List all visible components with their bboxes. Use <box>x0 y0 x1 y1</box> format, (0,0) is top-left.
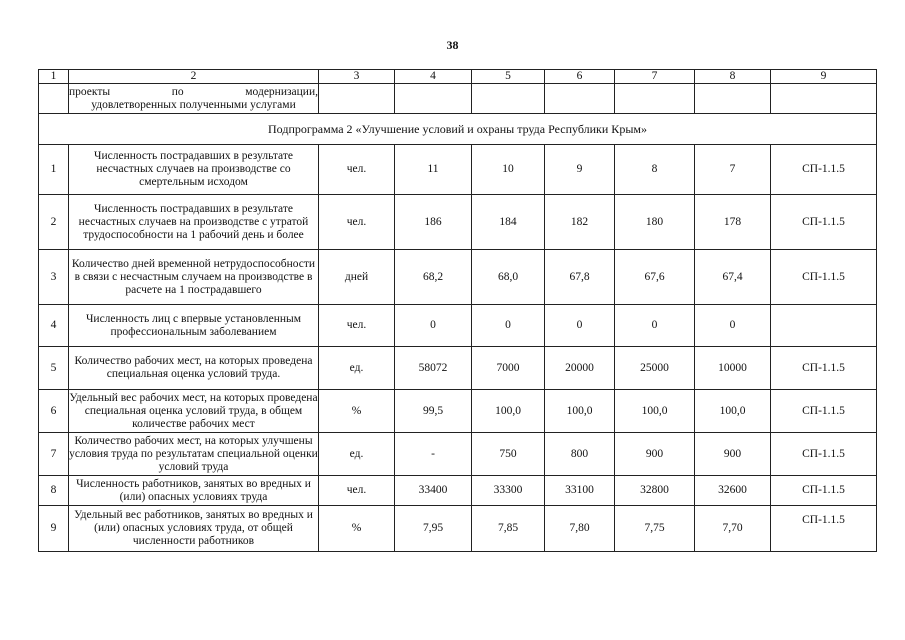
row-code: СП-1.1.5 <box>771 145 877 195</box>
row-value-1: - <box>395 433 472 476</box>
header-col-8: 8 <box>695 70 771 84</box>
row-number: 5 <box>39 347 69 390</box>
row-indicator: Численность лиц с впервые установленным профессиональным заболеванием <box>69 305 319 347</box>
subprogram-row <box>39 114 877 145</box>
row-value-5: 67,4 <box>695 250 771 305</box>
row-value-4: 7,75 <box>615 506 695 552</box>
row-indicator: Количество рабочих мест, на которых проведена специальная оценка условий труда. <box>69 347 319 390</box>
row-code: СП-1.1.5 <box>771 195 877 250</box>
header-col-7: 7 <box>615 70 695 84</box>
header-col-6: 6 <box>545 70 615 84</box>
header-col-9 <box>771 70 877 84</box>
row-value-4: 100,0 <box>615 390 695 433</box>
row-unit: ед. <box>319 347 395 390</box>
row-value-5: 0 <box>695 305 771 347</box>
header-col-5: 5 <box>472 70 545 84</box>
row-value-5: 7 <box>695 145 771 195</box>
table-row <box>39 305 877 347</box>
row-unit: ед. <box>319 433 395 476</box>
row-value-1: 33400 <box>395 476 472 506</box>
row-value-3: 0 <box>545 305 615 347</box>
row-value-3: 100,0 <box>545 390 615 433</box>
header-col-1: 1 <box>39 70 69 84</box>
header-col-3: 3 <box>319 70 395 84</box>
table-row <box>39 195 877 250</box>
table-row <box>39 433 877 476</box>
table-row <box>39 250 877 305</box>
row-value-2: 7,85 <box>472 506 545 552</box>
row-value-2: 68,0 <box>472 250 545 305</box>
row-indicator: Удельный вес рабочих мест, на которых проведена специальная оценка условий труда, в общем количестве рабочих мест <box>69 390 319 433</box>
row-value-1: 0 <box>395 305 472 347</box>
row-code: СП-1.1.5 <box>771 250 877 305</box>
row-value-1: 11 <box>395 145 472 195</box>
row-value-4: 32800 <box>615 476 695 506</box>
row-unit: % <box>319 506 395 552</box>
row-indicator: Количество дней временной нетрудоспособности в связи с несчастным случаем на производстве в расчете на 1 пострадавшего <box>69 250 319 305</box>
table-row <box>39 390 877 433</box>
row-code: СП-1.1.5 <box>771 506 877 552</box>
row-number: 2 <box>39 195 69 250</box>
row-value-4: 67,6 <box>615 250 695 305</box>
row-indicator: Численность работников, занятых во вредных и (или) опасных условиях труда <box>69 476 319 506</box>
indicators-table <box>38 69 877 552</box>
row-value-3: 800 <box>545 433 615 476</box>
row-value-3: 33100 <box>545 476 615 506</box>
row-unit: % <box>319 390 395 433</box>
row-value-2: 10 <box>472 145 545 195</box>
row-number: 3 <box>39 250 69 305</box>
row-value-5: 10000 <box>695 347 771 390</box>
row-value-1: 58072 <box>395 347 472 390</box>
row-number: 8 <box>39 476 69 506</box>
row-value-4: 900 <box>615 433 695 476</box>
header-col-9-label: 9 <box>820 70 827 82</box>
row-number: 4 <box>39 305 69 347</box>
row-indicator: Численность пострадавших в результате несчастных случаев на производстве с утратой трудоспособности на 1 рабочий день и более <box>69 195 319 250</box>
row-value-2: 100,0 <box>472 390 545 433</box>
table-row <box>39 347 877 390</box>
row-value-4: 0 <box>615 305 695 347</box>
row-indicator: Количество рабочих мест, на которых улучшены условия труда по результатам специальной оценки условий труда <box>69 433 319 476</box>
subprogram-title: Подпрограмма 2 «Улучшение условий и охраны труда Республики Крым» <box>39 114 877 145</box>
row-value-3: 182 <box>545 195 615 250</box>
row-value-2: 750 <box>472 433 545 476</box>
row-value-4: 25000 <box>615 347 695 390</box>
row-number: 6 <box>39 390 69 433</box>
row-value-3: 20000 <box>545 347 615 390</box>
row-unit: чел. <box>319 145 395 195</box>
header-col-2: 2 <box>69 70 319 84</box>
row-value-3: 7,80 <box>545 506 615 552</box>
row-value-5: 7,70 <box>695 506 771 552</box>
row-value-2: 7000 <box>472 347 545 390</box>
row-unit: чел. <box>319 305 395 347</box>
row-unit: дней <box>319 250 395 305</box>
row-value-4: 180 <box>615 195 695 250</box>
row-code: СП-1.1.5 <box>771 476 877 506</box>
row-value-3: 67,8 <box>545 250 615 305</box>
header-row <box>39 70 877 84</box>
page-number: 38 <box>446 38 459 52</box>
indicator-rows <box>39 145 877 552</box>
row-unit: чел. <box>319 476 395 506</box>
table-row <box>39 506 877 552</box>
row-value-1: 68,2 <box>395 250 472 305</box>
row-indicator: Удельный вес работников, занятых во вредных и (или) опасных условиях труда, от общей численности работников <box>69 506 319 552</box>
row-value-1: 99,5 <box>395 390 472 433</box>
row-value-5: 900 <box>695 433 771 476</box>
row-value-5: 178 <box>695 195 771 250</box>
row-number: 9 <box>39 506 69 552</box>
row-unit: чел. <box>319 195 395 250</box>
row-value-2: 184 <box>472 195 545 250</box>
header-col-4: 4 <box>395 70 472 84</box>
continuation-row <box>39 84 877 114</box>
row-value-2: 0 <box>472 305 545 347</box>
row-number: 1 <box>39 145 69 195</box>
table-row <box>39 145 877 195</box>
row-value-2: 33300 <box>472 476 545 506</box>
row-indicator: Численность пострадавших в результате несчастных случаев на производстве со смертельным исходом <box>69 145 319 195</box>
table-row <box>39 476 877 506</box>
row-code: СП-1.1.5 <box>771 433 877 476</box>
row-value-5: 100,0 <box>695 390 771 433</box>
row-value-5: 32600 <box>695 476 771 506</box>
row-code: СП-1.1.5 <box>771 347 877 390</box>
row-value-3: 9 <box>545 145 615 195</box>
row-value-4: 8 <box>615 145 695 195</box>
row-number: 7 <box>39 433 69 476</box>
row-value-1: 7,95 <box>395 506 472 552</box>
row-code: СП-1.1.5 <box>771 390 877 433</box>
row-code <box>771 305 877 347</box>
continuation-indicator: проекты по модернизации, удовлетворенных полученными услугами <box>69 84 319 114</box>
row-value-1: 186 <box>395 195 472 250</box>
